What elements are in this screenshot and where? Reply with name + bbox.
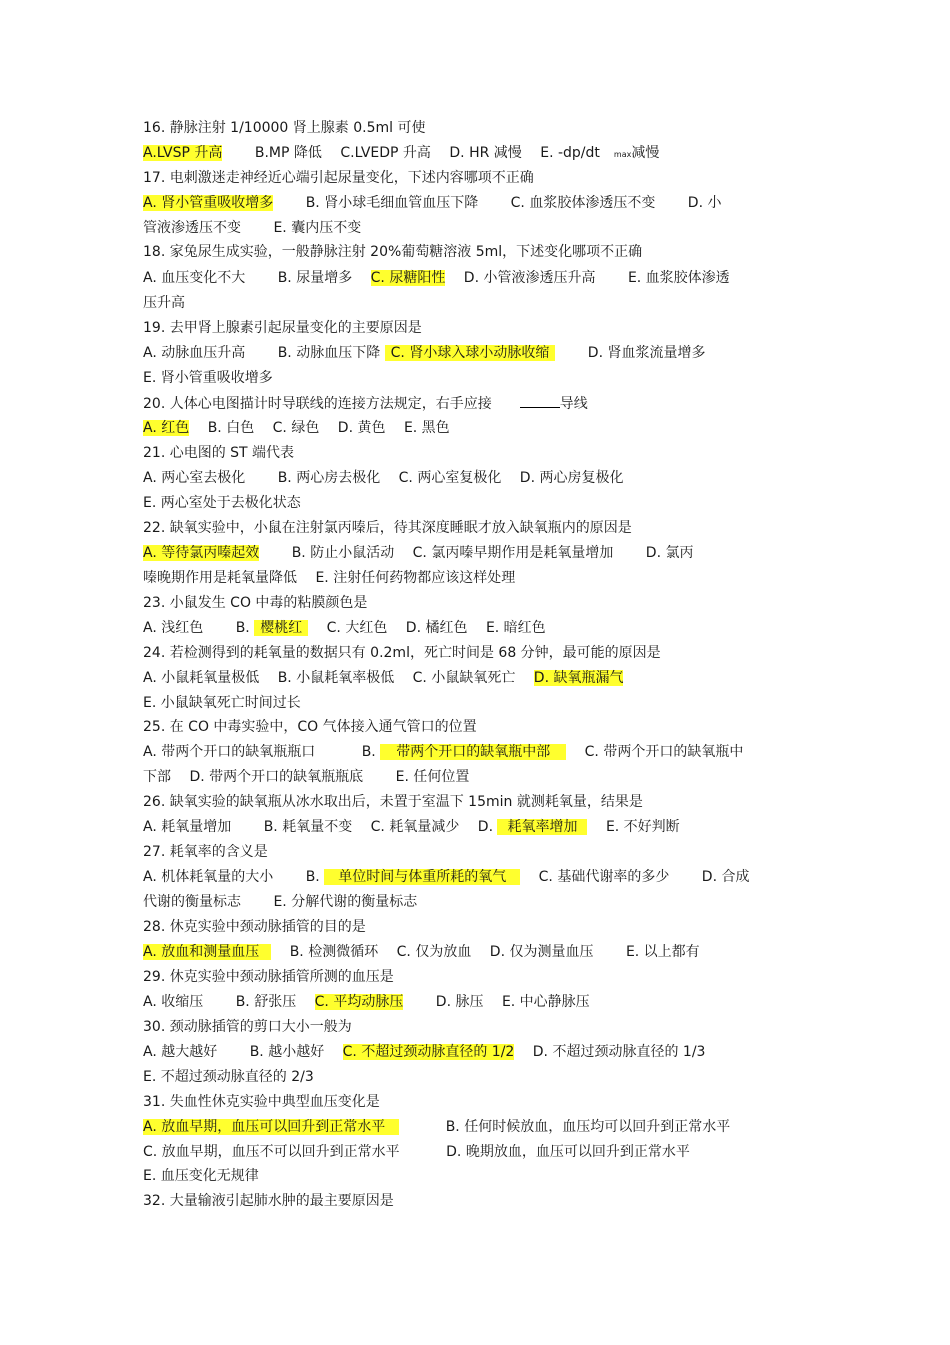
q29-option-b: B. 舒张压 <box>235 994 297 1010</box>
q22-option-a: A. 等待氯丙嗪起效 <box>143 545 260 561</box>
q27-options-cont: 代谢的衡量标志 E. 分解代谢的衡量标志 <box>143 894 418 910</box>
q25-options-cont: 下部 D. 带两个开口的缺氧瓶瓶底 E. 任何位置 <box>143 769 470 785</box>
q27-options: A. 机体耗氧量的大小 B. 单位时间与体重所耗的氧气 C. 基础代谢率的多少 D. 合成 <box>143 869 750 885</box>
q23-options: A. 浅红色 B. 樱桃红 C. 大红色 D. 橘红色 E. 暗红色 <box>143 620 546 636</box>
q24-options <box>143 668 623 688</box>
q19-options <box>143 343 705 363</box>
q22-option-c: C. 氯丙嗪早期作用是耗氧量增加 <box>412 545 614 561</box>
q22-option-b: B. 防止小鼠活动 <box>291 545 395 561</box>
q23-option-b: B. <box>235 620 250 636</box>
q20-option-c: C. 绿色 <box>272 420 320 436</box>
q27-option-e: E. 分解代谢的衡量标志 <box>273 894 418 910</box>
q29-option-e: E. 中心静脉压 <box>501 994 590 1010</box>
q20-option-d: D. 黄色 <box>337 420 386 436</box>
q30-option-c: C. 不超过颈动脉直径的 1/2 <box>342 1044 515 1060</box>
q23-option-a: A. 浅红色 <box>143 620 204 636</box>
q31-options-cont2 <box>143 1166 259 1186</box>
q24-option-e: E. 小鼠缺氧死亡时间过长 <box>143 695 301 711</box>
q18-option-e: E. 血浆胶体渗透 <box>627 270 730 286</box>
q22-options <box>143 543 693 563</box>
q25-option-c: C. 带两个开口的缺氧瓶中 <box>584 744 744 760</box>
q19-option-b: B. 动脉血压下降 <box>277 345 381 361</box>
q30-option-e: E. 不超过颈动脉直径的 2/3 <box>143 1069 314 1085</box>
q21-stem: 21. 心电图的 ST 端代表 <box>143 445 295 461</box>
q29-options <box>143 992 590 1012</box>
q20-blank <box>520 393 560 408</box>
q27-option-d: D. 合成 <box>701 869 750 885</box>
q26-stem: 26. 缺氧实验的缺氧瓶从冰水取出后，未置于室温下 15min 就测耗氧量，结果是 <box>143 794 643 810</box>
q31-stem: 31. 失血性休克实验中典型血压变化是 <box>143 1094 380 1110</box>
q19-options-cont <box>143 368 273 388</box>
q16-option-b: B.MP 降低 <box>254 145 322 161</box>
q28-stem: 28. 休克实验中颈动脉插管的目的是 <box>143 919 366 935</box>
q30-option-b: B. 越小越好 <box>249 1044 325 1060</box>
q30-options-cont <box>143 1067 314 1087</box>
q17-option-b: B. 肾小球毛细血管血压下降 <box>305 195 479 211</box>
q17-option-a: A. 肾小管重吸收增多 <box>143 195 274 211</box>
q23-option-c: C. 大红色 <box>326 620 388 636</box>
q31-options <box>143 1117 730 1137</box>
q32-stem: 32. 大量输液引起肺水肿的最主要原因是 <box>143 1193 394 1209</box>
q18-options <box>143 268 730 288</box>
q30-option-a: A. 越大越好 <box>143 1044 218 1060</box>
q18-option-b: B. 尿量增多 <box>277 270 353 286</box>
q25-option-e: E. 任何位置 <box>395 769 470 785</box>
q29-stem: 29. 休克实验中颈动脉插管所测的血压是 <box>143 969 394 985</box>
q29-option-d: D. 脉压 <box>435 994 484 1010</box>
q28-options <box>143 942 700 962</box>
q22-option-e: E. 注射任何药物都应该这样处理 <box>315 570 516 586</box>
q24-option-c: C. 小鼠缺氧死亡 <box>412 670 516 686</box>
q24-option-b: B. 小鼠耗氧率极低 <box>277 670 395 686</box>
q16-stem: 16. 静脉注射 1/10000 肾上腺素 0.5ml 可使 <box>143 120 426 136</box>
q31-option-c: C. 放血早期，血压不可以回升到正常水平 <box>143 1144 400 1160</box>
q29-option-a: A. 收缩压 <box>143 994 204 1010</box>
q22-option-d: D. 氯丙 <box>645 545 694 561</box>
q28-option-b: B. 检测微循环 <box>289 944 379 960</box>
q26-option-c: C. 耗氧量减少 <box>370 819 460 835</box>
q26-option-e: E. 不好判断 <box>605 819 680 835</box>
q26-option-a: A. 耗氧量增加 <box>143 819 232 835</box>
q21-option-b: B. 两心房去极化 <box>277 470 381 486</box>
q16-option-d: D. HR 减慢 <box>449 145 522 161</box>
q26-option-b: B. 耗氧量不变 <box>263 819 353 835</box>
q30-option-d: D. 不超过颈动脉直径的 1/3 <box>532 1044 706 1060</box>
q19-option-c: C. 肾小球入球小动脉收缩 <box>385 345 556 361</box>
q31-options-cont <box>143 1142 690 1162</box>
q24-option-d: D. 缺氧瓶漏气 <box>533 670 624 686</box>
q20-option-a: A. 红色 <box>143 420 190 436</box>
q25-options: A. 带两个开口的缺氧瓶瓶口 B. 带两个开口的缺氧瓶中部 C. 带两个开口的缺氧瓶中 <box>143 744 744 760</box>
q18-option-a: A. 血压变化不大 <box>143 270 246 286</box>
q24-stem: 24. 若检测得到的耗氧量的数据只有 0.2ml，死亡时间是 68 分钟，最可能的原因是 <box>143 645 661 661</box>
q30-stem: 30. 颈动脉插管的剪口大小一般为 <box>143 1019 352 1035</box>
q31-option-d: D. 晚期放血，血压可以回升到正常水平 <box>446 1144 690 1160</box>
q30-options <box>143 1042 705 1062</box>
q29-option-c: C. 平均动脉压 <box>314 994 404 1010</box>
q22-stem: 22. 缺氧实验中，小鼠在注射氯丙嗪后，待其深度睡眠才放入缺氧瓶内的原因是 <box>143 520 632 536</box>
q20-stem: 20. 人体心电图描计时导联线的连接方法规定，右手应接 导线 <box>143 393 588 413</box>
q17-option-c: C. 血浆胶体渗透压不变 <box>510 195 656 211</box>
q20-option-b: B. 白色 <box>207 420 255 436</box>
q19-option-e: E. 肾小管重吸收增多 <box>143 370 273 386</box>
q16-option-c: C.LVEDP 升高 <box>340 145 431 161</box>
q17-stem: 17. 电刺激迷走神经近心端引起尿量变化，下述内容哪项不正确 <box>143 170 534 186</box>
q22-options-cont: 嗪晚期作用是耗氧量降低 E. 注射任何药物都应该这样处理 <box>143 570 516 586</box>
q28-option-a: A. 放血和测量血压 <box>143 944 271 960</box>
q31-option-a: A. 放血早期，血压可以回升到正常水平 <box>143 1119 399 1135</box>
q17-option-d: D. 小 <box>687 195 722 211</box>
q21-option-c: C. 两心室复极化 <box>398 470 502 486</box>
q21-options-cont <box>143 493 301 513</box>
q18-option-c: C. 尿糖阳性 <box>370 270 446 286</box>
q25-option-d: D. 带两个开口的缺氧瓶瓶底 <box>189 769 364 785</box>
q24-option-a: A. 小鼠耗氧量极低 <box>143 670 260 686</box>
q23-option-d: D. 橘红色 <box>405 620 468 636</box>
q20-options <box>143 418 450 438</box>
q27-stem: 27. 耗氧率的含义是 <box>143 844 268 860</box>
q27-option-c: C. 基础代谢率的多少 <box>538 869 670 885</box>
q25-option-a: A. 带两个开口的缺氧瓶瓶口 <box>143 744 316 760</box>
q23-option-e: E. 暗红色 <box>485 620 546 636</box>
q25-stem: 25. 在 CO 中毒实验中，CO 气体接入通气管口的位置 <box>143 719 477 735</box>
q18-stem: 18. 家兔尿生成实验，一般静脉注射 20%葡萄糖溶液 5ml，下述变化哪项不正确 <box>143 244 643 260</box>
q17-options-cont: 管液渗透压不变 E. 囊内压不变 <box>143 220 362 236</box>
q26-option-d: D. <box>477 819 494 835</box>
q26-options: A. 耗氧量增加 B. 耗氧量不变 C. 耗氧量减少 D. 耗氧率增加 E. 不好判断 <box>143 819 680 835</box>
q21-option-a: A. 两心室去极化 <box>143 470 246 486</box>
q31-option-b: B. 任何时候放血，血压均可以回升到正常水平 <box>445 1119 731 1135</box>
q16-option-e: E. -dp/dt <box>540 145 600 161</box>
q28-option-e: E. 以上都有 <box>625 944 700 960</box>
q31-option-e: E. 血压变化无规律 <box>143 1168 259 1184</box>
q23-stem: 23. 小鼠发生 CO 中毒的粘膜颜色是 <box>143 595 368 611</box>
q17-options <box>143 193 721 213</box>
q17-option-e: E. 囊内压不变 <box>273 220 362 236</box>
q18-option-d: D. 小管液渗透压升高 <box>463 270 596 286</box>
q24-options-cont <box>143 693 301 713</box>
q20-option-e: E. 黑色 <box>403 420 450 436</box>
q19-option-a: A. 动脉血压升高 <box>143 345 246 361</box>
q27-option-b: B. <box>305 869 320 885</box>
q28-option-d: D. 仅为测量血压 <box>489 944 594 960</box>
q21-option-d: D. 两心房复极化 <box>519 470 624 486</box>
q25-option-b: B. <box>361 744 376 760</box>
q18-options-cont: 压升高 <box>143 295 185 311</box>
q21-options <box>143 468 623 488</box>
q19-stem: 19. 去甲肾上腺素引起尿量变化的主要原因是 <box>143 320 422 336</box>
q28-option-c: C. 仅为放血 <box>396 944 472 960</box>
q16-options: A.LVSP 升高 B.MP 降低 C.LVEDP 升高 D. HR 减慢 E. -dp/dt max减慢 <box>143 145 660 161</box>
q21-option-e: E. 两心室处于去极化状态 <box>143 495 301 511</box>
q19-option-d: D. 肾血浆流量增多 <box>587 345 706 361</box>
q27-option-a: A. 机体耗氧量的大小 <box>143 869 274 885</box>
q16-option-a: A.LVSP 升高 <box>143 145 223 161</box>
